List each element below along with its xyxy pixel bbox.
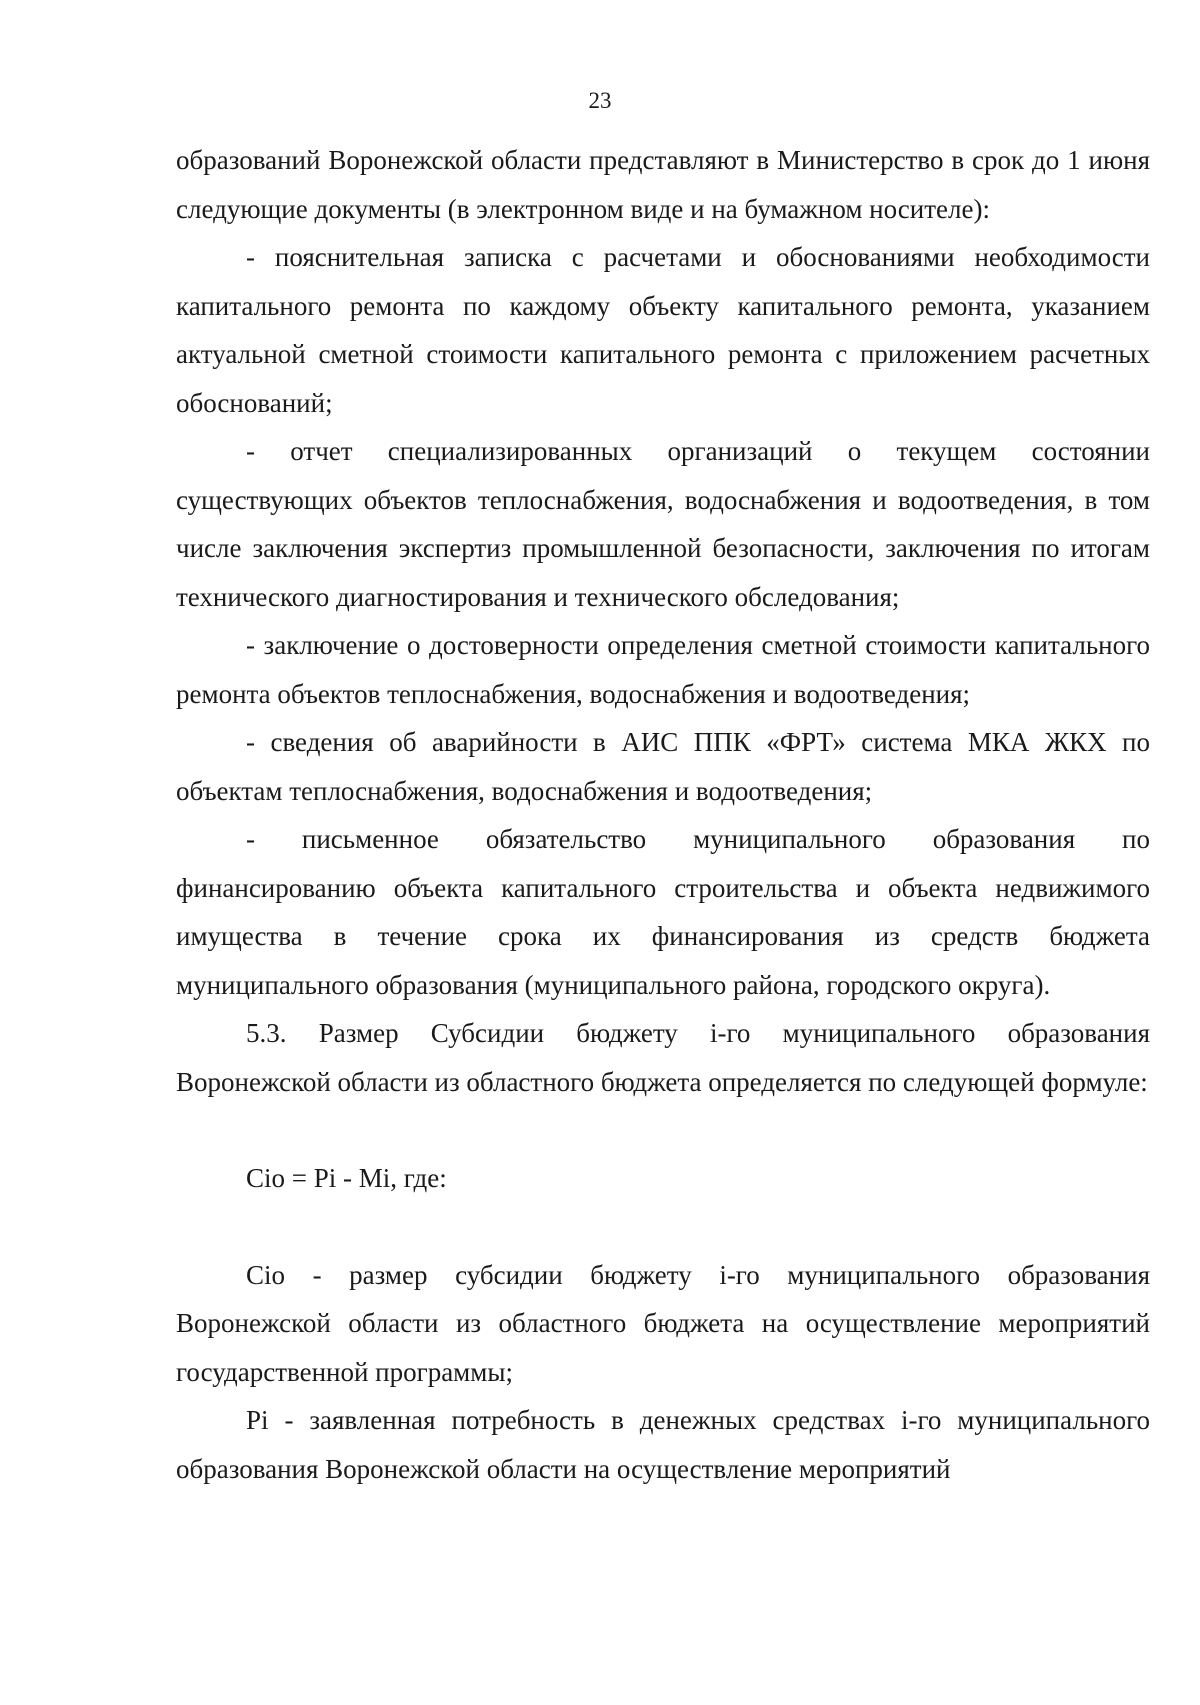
- list-item-cost-conclusion: - заключение о достоверности определения сметной стоимости капитального ремонта объектов теплоснабжения, водоснабжения и водоотведения;: [176, 630, 1150, 709]
- list-item-accident-data: - сведения об аварийности в АИС ППК «ФРТ» система МКА ЖКХ по объектам теплоснабжения, водоснабжения и водоотведения;: [176, 727, 1150, 806]
- list-item-specialized-report: - отчет специализированных организаций о текущем состоянии существующих объектов теплоснабжения, водоснабжения и водоотведения, в том числе заключения экспертиз промышленной безопасности, заключения по итогам технического диагностирования и технического обследования;: [176, 436, 1150, 612]
- subsidy-formula: Сio = Pi - Mi, где:: [246, 1163, 447, 1193]
- list-item-explanatory-note: - пояснительная записка с расчетами и обоснованиями необходимости капитального ремонта по каждому объекту капитального ремонта, указанием актуальной сметной стоимости капитального ремонта с приложением расчетных обоснований;: [176, 242, 1150, 418]
- paragraph-documents-intro: образований Воронежской области представляют в Министерство в срок до 1 июня следующие документы (в электронном виде и на бумажном носителе):: [176, 145, 1150, 224]
- paragraph-subsidy-size: 5.3. Размер Субсидии бюджету i-го муниципального образования Воронежской области из областного бюджета определяется по следующей формуле:: [176, 1018, 1150, 1097]
- paragraph-cio-definition: Сio - размер субсидии бюджету i-го муниципального образования Воронежской области из областного бюджета на осуществление мероприятий государственной программы;: [176, 1259, 1150, 1387]
- document-body: [176, 136, 1150, 1493]
- page-number: 23: [588, 88, 612, 113]
- paragraph-pi-definition: Pi - заявленная потребность в денежных средствах i-го муниципального образования Воронежской области на осуществление мероприятий: [176, 1405, 1150, 1484]
- list-item-written-obligation: - письменное обязательство муниципального образования по финансированию объекта капитального строительства и объекта недвижимого имущества в течение срока их финансирования из средств бюджета муниципального образования (муниципального района, городского округа).: [176, 824, 1150, 1000]
